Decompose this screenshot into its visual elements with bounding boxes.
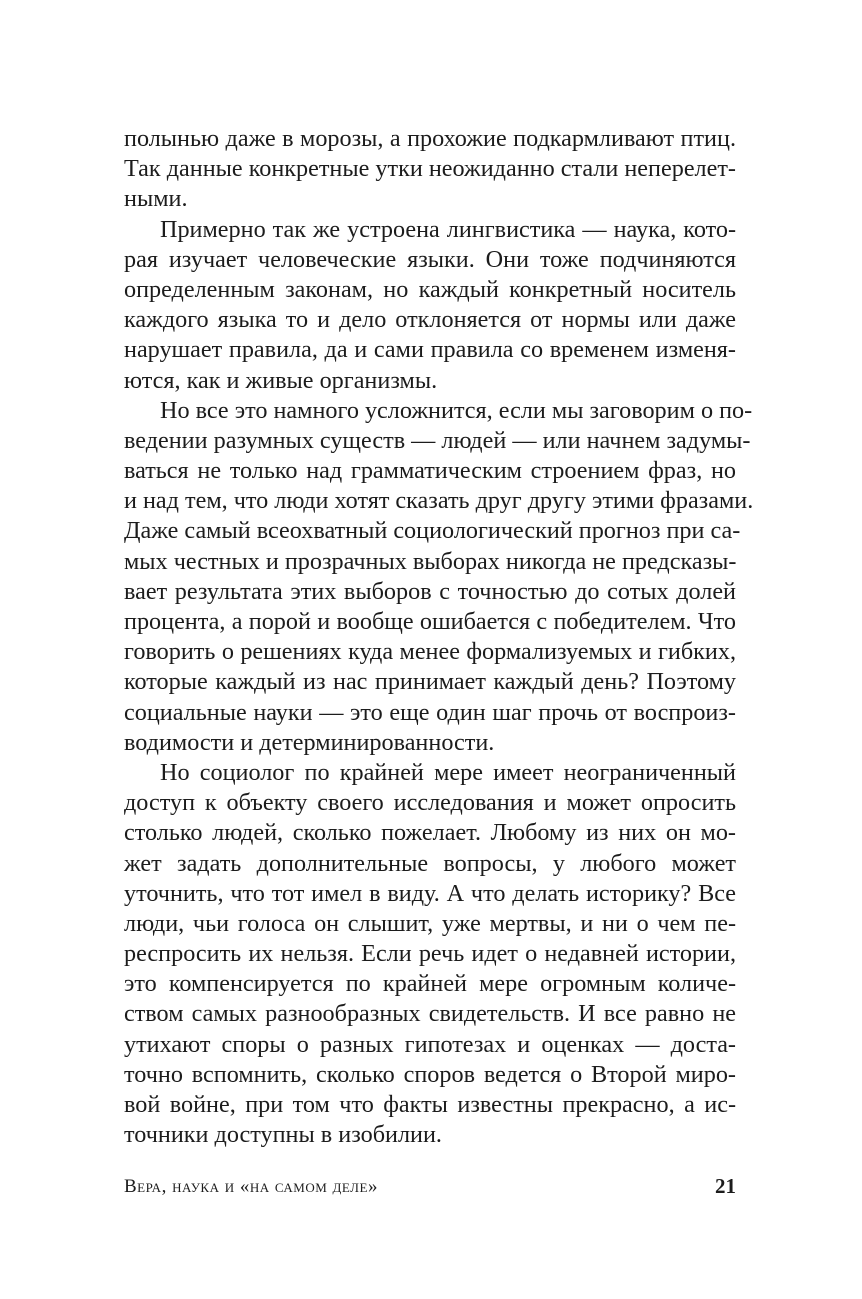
text-line: столько людей, сколько пожелает. Любому из них он мо- xyxy=(124,819,736,847)
text-line: доступ к объекту своего исследования и может опросить xyxy=(124,789,736,817)
text-line: ными. xyxy=(124,185,188,213)
text-line: люди, чьи голоса он слышит, уже мертвы, и ни о чем пе- xyxy=(124,909,736,937)
text-line: ются, как и живые организмы. xyxy=(124,366,438,394)
text-line: респросить их нельзя. Если речь идет о недавней истории, xyxy=(124,940,736,968)
text-line: уточнить, что тот имел в виду. А что делать историку? Все xyxy=(124,879,736,907)
text-line: жет задать дополнительные вопросы, у любого может xyxy=(124,849,736,877)
text-line: Но все это намного усложнится, если мы заговорим о по- xyxy=(160,396,753,424)
text-line: определенным законам, но каждый конкретный носитель xyxy=(124,275,736,303)
text-line: мых честных и прозрачных выборах никогда не предсказы- xyxy=(124,547,737,575)
page-number: 21 xyxy=(715,1174,736,1198)
text-line: точники доступны в изобилии. xyxy=(124,1121,442,1149)
text-line: водимости и детерминированности. xyxy=(124,728,495,756)
text-line: процента, а порой и вообще ошибается с победителем. Что xyxy=(124,608,736,635)
text-line: ваться не только над грамматическим строением фраз, но xyxy=(124,457,736,485)
text-line: вает результата этих выборов с точностью до сотых долей xyxy=(124,577,736,605)
text-line: это компенсируется по крайней мере огромным количе- xyxy=(124,970,736,998)
text-line: утихают споры о разных гипотезах и оценках — доста- xyxy=(124,1030,736,1058)
page-footer xyxy=(124,1170,736,1200)
text-line: и над тем, что люди хотят сказать друг другу этими фразами. xyxy=(124,487,754,515)
text-line: ством самых разнообразных свидетельств. И все равно не xyxy=(124,1000,736,1028)
text-line: Так данные конкретные утки неожиданно стали неперелет- xyxy=(124,155,736,183)
text-line: социальные науки — это еще один шаг прочь от воспроиз- xyxy=(124,698,736,726)
text-line: ведении разумных существ — людей — или начнем задумы- xyxy=(124,426,751,454)
body-text xyxy=(124,124,754,1150)
text-line: каждого языка то и дело отклоняется от нормы или даже xyxy=(124,306,736,334)
text-line: нарушает правила, да и сами правила со временем изменя- xyxy=(124,336,736,364)
text-line: говорить о решениях куда менее формализуемых и гибких, xyxy=(124,638,736,666)
text-line: точно вспомнить, сколько споров ведется о Второй миро- xyxy=(124,1060,736,1088)
text-line: рая изучает человеческие языки. Они тоже подчиняются xyxy=(124,245,736,273)
text-line: которые каждый из нас принимает каждый день? Поэтому xyxy=(124,668,736,696)
text-line: вой войне, при том что факты известны прекрасно, а ис- xyxy=(124,1091,736,1118)
text-line: полынью даже в морозы, а прохожие подкармливают птиц. xyxy=(124,125,736,152)
text-line: Даже самый всеохватный социологический прогноз при са- xyxy=(124,517,741,545)
text-line: Примерно так же устроена лингвистика — наука, кото- xyxy=(160,215,736,243)
running-head: Вера, наука и «на самом деле» xyxy=(124,1176,378,1197)
text-line: Но социолог по крайней мере имеет неограниченный xyxy=(160,758,736,786)
